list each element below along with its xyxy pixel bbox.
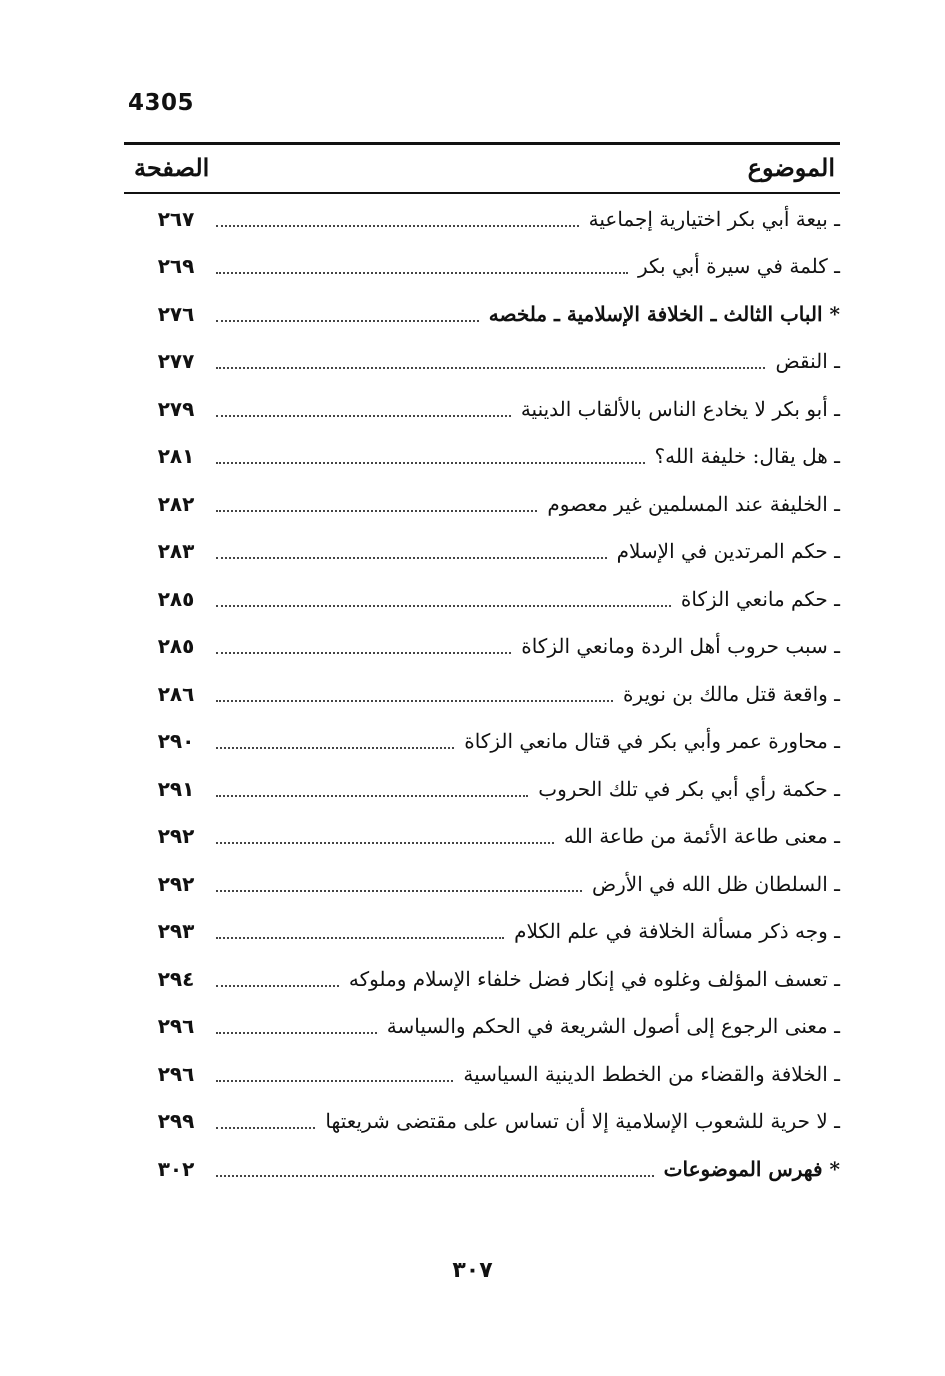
toc-entry-page: ٢٩٩ — [157, 1109, 195, 1134]
toc-entry-page: ٢٩٣ — [157, 919, 195, 944]
dot-leader — [216, 510, 537, 512]
toc-entry-page: ٢٦٩ — [157, 254, 195, 279]
toc-entry — [124, 338, 840, 386]
dot-leader — [216, 272, 628, 274]
toc-entry-page: ٢٨١ — [157, 444, 195, 469]
toc-entry-title: ـ كلمة في سيرة أبي بكر — [637, 254, 840, 279]
toc-entry-page: ٢٩٢ — [157, 871, 195, 896]
dot-leader — [216, 1080, 453, 1082]
toc-entry-page: ٢٧٦ — [157, 301, 195, 326]
toc-entry — [124, 290, 840, 338]
dot-leader — [216, 605, 671, 607]
toc-entry-title: ـ سبب حروب أهل الردة ومانعي الزكاة — [521, 634, 840, 659]
table-of-contents — [124, 195, 840, 1193]
toc-entry-title: * الباب الثالث ـ الخلافة الإسلامية ـ ملخصه — [488, 301, 840, 326]
toc-entry — [124, 243, 840, 291]
toc-entry-page: ٢٩٠ — [157, 729, 195, 754]
toc-entry-page: ٢٦٧ — [157, 206, 195, 231]
dot-leader — [216, 985, 339, 987]
toc-entry — [124, 195, 840, 243]
dot-leader — [216, 747, 454, 749]
toc-entry-title: ـ حكم مانعي الزكاة — [680, 586, 840, 611]
dot-leader — [216, 1032, 377, 1034]
dot-leader — [216, 652, 511, 654]
dot-leader — [216, 795, 528, 797]
toc-entry-page: ٢٨٥ — [157, 586, 195, 611]
toc-entry — [124, 955, 840, 1003]
toc-entry — [124, 385, 840, 433]
toc-entry-title: ـ النقض — [775, 349, 840, 374]
toc-entry — [124, 718, 840, 766]
dot-leader — [216, 842, 554, 844]
toc-entry-title: ـ بيعة أبي بكر اختيارية إجماعية — [588, 206, 840, 231]
dot-leader — [216, 937, 504, 939]
toc-entry-page: ٢٩٦ — [157, 1061, 195, 1086]
toc-entry — [124, 480, 840, 528]
toc-entry — [124, 528, 840, 576]
toc-entry-page: ٢٩١ — [157, 776, 195, 801]
toc-entry — [124, 765, 840, 813]
dot-leader — [216, 1175, 654, 1177]
toc-entry-title: ـ أبو بكر لا يخادع الناس بالألقاب الدينية — [520, 396, 840, 421]
toc-entry-page: ٢٧٩ — [157, 396, 195, 421]
page-number: ٣٠٧ — [452, 1258, 493, 1283]
toc-entry-page: ٢٩٦ — [157, 1014, 195, 1039]
dot-leader — [216, 462, 645, 464]
toc-entry-title: ـ لا حرية للشعوب الإسلامية إلا أن تساس على مقتضى شريعتها — [325, 1109, 840, 1134]
toc-entry-title: ـ السلطان ظل الله في الأرض — [591, 871, 840, 896]
toc-entry — [124, 670, 840, 718]
toc-entry-title: ـ محاورة عمر وأبي بكر في قتال مانعي الزكاة — [464, 729, 840, 754]
toc-entry-title: ـ معنى الرجوع إلى أصول الشريعة في الحكم والسياسة — [386, 1014, 840, 1039]
toc-entry-page: ٣٠٢ — [157, 1156, 195, 1181]
dot-leader — [216, 700, 613, 702]
toc-entry-title: ـ الخليفة عند المسلمين غير معصوم — [547, 491, 840, 516]
toc-entry-title: * فهرس الموضوعات — [663, 1156, 840, 1181]
toc-entry-page: ٢٨٥ — [157, 634, 195, 659]
toc-entry-page: ٢٨٣ — [157, 539, 195, 564]
toc-entry-title: ـ وجه ذكر مسألة الخلافة في علم الكلام — [514, 919, 840, 944]
toc-entry — [124, 1003, 840, 1051]
toc-entry-page: ٢٩٢ — [157, 824, 195, 849]
dot-leader — [216, 1127, 315, 1129]
toc-entry — [124, 1098, 840, 1146]
toc-entry-page: ٢٨٦ — [157, 681, 195, 706]
toc-entry-title: ـ واقعة قتل مالك بن نويرة — [622, 681, 840, 706]
toc-entry — [124, 1050, 840, 1098]
toc-entry-page: ٢٩٤ — [157, 966, 195, 991]
column-header-page: الصفحة — [134, 153, 210, 182]
dot-leader — [216, 225, 579, 227]
toc-entry-title: ـ حكم المرتدين في الإسلام — [616, 539, 840, 564]
header-top-rule — [124, 142, 840, 145]
dot-leader — [216, 557, 607, 559]
toc-entry-page: ٢٨٢ — [157, 491, 195, 516]
toc-entry — [124, 623, 840, 671]
header-bottom-rule — [124, 192, 840, 194]
dot-leader — [216, 890, 582, 892]
dot-leader — [216, 320, 479, 322]
toc-entry-title: ـ حكمة رأي أبي بكر في تلك الحروب — [538, 776, 840, 801]
toc-entry — [124, 575, 840, 623]
toc-entry — [124, 433, 840, 481]
page-identifier: 4305 — [128, 90, 195, 116]
toc-entry-title: ـ هل يقال: خليفة الله؟ — [654, 444, 840, 469]
dot-leader — [216, 415, 511, 417]
toc-entry — [124, 1145, 840, 1193]
column-header-topic: الموضوع — [747, 153, 835, 182]
dot-leader — [216, 367, 765, 369]
toc-entry-title: ـ الخلافة والقضاء من الخطط الدينية السياسية — [463, 1061, 840, 1086]
toc-entry — [124, 908, 840, 956]
toc-entry-page: ٢٧٧ — [157, 349, 195, 374]
toc-entry — [124, 860, 840, 908]
toc-entry — [124, 813, 840, 861]
toc-entry-title: ـ معنى طاعة الأئمة من طاعة الله — [563, 824, 840, 849]
toc-entry-title: ـ تعسف المؤلف وغلوه في إنكار فضل خلفاء الإسلام وملوكه — [348, 966, 840, 991]
